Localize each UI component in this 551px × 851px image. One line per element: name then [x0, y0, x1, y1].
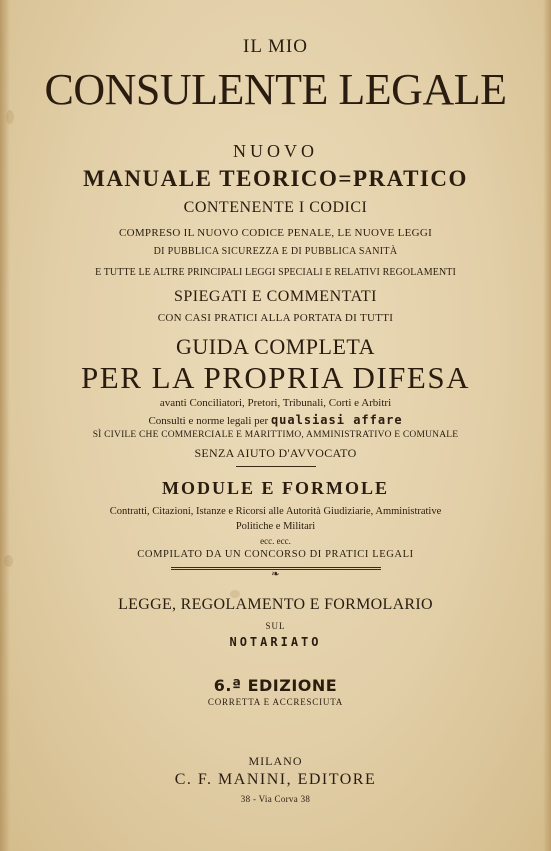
divider-rule — [236, 466, 316, 467]
casi-pratici-line: CON CASI PRATICI ALLA PORTATA DI TUTTI — [157, 312, 394, 324]
manual-subtitle: MANUALE TEORICO=PRATICO — [83, 166, 468, 191]
spiegati-line: SPIEGATI E COMMENTATI — [174, 288, 377, 305]
compilato-line: COMPILATO DA UN CONCORSO DI PRATICI LEGALI — [137, 549, 414, 560]
legge-line: LEGGE, REGOLAMENTO E FORMOLARIO — [118, 596, 433, 613]
notariato-label: NOTARIATO — [229, 635, 322, 649]
senza-avvocato: SENZA AIUTO D'AVVOCATO — [194, 446, 357, 460]
city-label: MILANO — [248, 754, 303, 768]
publisher-address: 38 - Via Corva 38 — [240, 794, 311, 804]
guida-completa: GUIDA COMPLETA — [176, 334, 375, 359]
avanti-line: avanti Conciliatori, Pretori, Tribunali, Corti e Arbitri — [159, 397, 392, 409]
civile-line: SÌ CIVILE CHE COMMERCIALE E MARITTIMO, AMMINISTRATIVO E COMUNALE — [92, 430, 459, 440]
compreso-line: COMPRESO IL NUOVO CODICE PENALE, LE NUOVE LEGGI — [118, 227, 433, 239]
module-formole: MODULE E FORMOLE — [161, 478, 389, 498]
foxing-stain — [6, 110, 14, 124]
edition-number: 6.ª EDIZIONE — [213, 676, 338, 695]
propria-difesa: PER LA PROPRIA DIFESA — [81, 360, 470, 395]
ecc-line: ecc. ecc. — [260, 536, 291, 546]
contenente-line: CONTENENTE I CODICI — [183, 199, 368, 216]
fleuron-ornament: ❧ — [271, 569, 280, 580]
leggi-speciali-line: E TUTTE LE ALTRE PRINCIPALI LEGGI SPECIALI E RELATIVI REGOLAMENTI — [95, 267, 456, 278]
corretta-line: CORRETTA E ACCRESCIUTA — [207, 697, 344, 707]
pre-title: IL MIO — [243, 36, 308, 57]
publisher-name: C. F. MANINI, EDITORE — [174, 771, 377, 788]
politiche-line: Politiche e Militari — [235, 521, 316, 532]
pubblica-line: DI PUBBLICA SICUREZZA E DI PUBBLICA SANITÀ — [153, 246, 398, 257]
nuovo-label: NUOVO — [233, 141, 318, 161]
consulti-prefix: Consulti e norme legali per — [148, 415, 271, 427]
consulti-line — [0, 414, 551, 427]
contratti-line: Contratti, Citazioni, Istanze e Ricorsi alle Autorità Giudiziarie, Amministrative — [109, 506, 442, 517]
consulti-emphasis: qualsiasi affare — [270, 413, 403, 427]
main-title: CONSULENTE LEGALE — [44, 65, 507, 114]
sul-label: SUL — [265, 621, 286, 631]
